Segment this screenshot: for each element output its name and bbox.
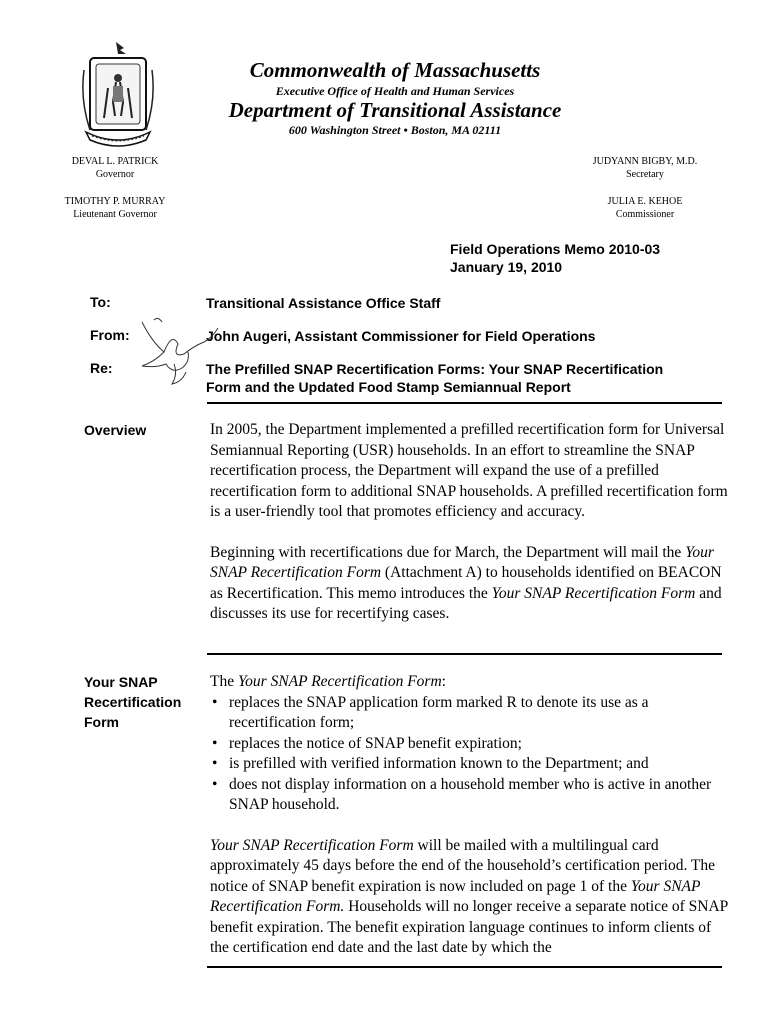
bullet-icon: • xyxy=(212,734,218,752)
list-item-text: does not display information on a household member who is active in another SNAP household. xyxy=(229,775,712,813)
lt-governor-role: Lieutenant Governor xyxy=(73,209,157,220)
text-run: Households will no longer receive a separate notice of SNAP benefit expiration. The benefit expiration language continues to inform clients of the certification end date and the last date by which the xyxy=(210,898,728,956)
list-item xyxy=(210,775,730,816)
governor-name: DEVAL L. PATRICK xyxy=(71,156,159,167)
overview-paragraph-1: In 2005, the Department implemented a prefilled recertification form for Universal Semiannual Reporting (USR) households. In an effort to streamline the SNAP recertification process, the Department will expand the use of a prefilled recertification form to additional SNAP households. A prefilled recertification form is a user-friendly tool that promotes efficiency and accuracy. xyxy=(210,421,728,520)
section-paragraph-2 xyxy=(210,836,730,959)
commissioner-role: Commissioner xyxy=(615,209,675,220)
heading-line: Form xyxy=(84,714,119,730)
heading-line: Recertification xyxy=(84,694,182,710)
list-item-text: is prefilled with verified information known to the Department; and xyxy=(229,755,649,772)
re-value xyxy=(206,360,726,396)
to-value: Transitional Assistance Office Staff xyxy=(206,295,441,311)
divider-3 xyxy=(207,966,722,968)
text-run: The xyxy=(210,673,238,690)
lt-governor-name: TIMOTHY P. MURRAY xyxy=(64,196,166,207)
letterhead-subtitle: Executive Office of Health and Human Services xyxy=(275,84,515,98)
memo-header xyxy=(450,240,660,276)
from-value: John Augeri, Assistant Commissioner for Field Operations xyxy=(206,328,596,344)
form-name-italic: Your SNAP Recertification Form. xyxy=(210,877,701,915)
commissioner-block xyxy=(580,195,710,221)
memo-date: January 19, 2010 xyxy=(450,259,563,275)
text-run: and discusses its use for recertifying cases. xyxy=(210,584,722,622)
section-heading-recert-form xyxy=(84,672,199,732)
bullet-icon: • xyxy=(212,755,218,772)
signature-image xyxy=(134,312,224,392)
form-name-italic: Your SNAP Recertification Form xyxy=(210,543,714,581)
lt-governor-block xyxy=(50,195,180,221)
list-item-text: replaces the SNAP application form marked R to denote its use as a recertification form; xyxy=(229,693,649,731)
list-item xyxy=(210,693,730,734)
bullet-icon: • xyxy=(212,693,218,711)
letterhead-department: Department of Transitional Assistance xyxy=(228,98,562,122)
bullet-icon: • xyxy=(212,775,218,793)
overview-heading: Overview xyxy=(84,422,147,438)
list-item-text: replaces the notice of SNAP benefit expiration; xyxy=(229,734,522,752)
from-label: From: xyxy=(90,327,130,343)
divider-1 xyxy=(207,402,722,404)
list-item xyxy=(210,754,730,775)
text-run: : xyxy=(441,673,446,690)
text-run: will be mailed with a multilingual card approximately 45 days before the end of the household’s certification period. The notice of SNAP benefit expiration is now included on page 1 of the xyxy=(210,836,716,895)
overview-body xyxy=(210,420,730,625)
to-label: To: xyxy=(90,294,111,310)
secretary-role: Secretary xyxy=(626,169,664,180)
letterhead-title: Commonwealth of Massachusetts xyxy=(249,58,541,82)
letterhead-address: 600 Washington Street • Boston, MA 02111 xyxy=(288,123,502,137)
form-name-italic: Your SNAP Recertification Form xyxy=(491,584,696,602)
section-intro xyxy=(210,672,730,693)
text-run: Beginning with recertifications due for March, the Department will mail the xyxy=(210,543,686,561)
text-run: (Attachment A) to households identified on BEACON as Recertification. This memo introduces the xyxy=(210,564,722,602)
section-body-recert-form xyxy=(210,672,730,959)
bullet-list xyxy=(210,693,730,816)
commissioner-name: JULIA E. KEHOE xyxy=(607,196,683,207)
secretary-name: JUDYANN BIGBY, M.D. xyxy=(592,156,698,167)
list-item xyxy=(210,734,730,755)
governor-block xyxy=(50,155,180,181)
form-name-italic: Your SNAP Recertification Form xyxy=(210,836,414,854)
divider-2 xyxy=(207,653,722,655)
heading-line: Your SNAP xyxy=(84,674,158,690)
re-label: Re: xyxy=(90,360,113,376)
governor-role: Governor xyxy=(95,169,135,180)
overview-paragraph-2 xyxy=(210,543,730,625)
secretary-block xyxy=(580,155,710,181)
form-name-italic: Your SNAP Recertification Form xyxy=(237,673,442,690)
memo-number: Field Operations Memo 2010-03 xyxy=(450,241,661,257)
re-line-2: Form and the Updated Food Stamp Semiannual Report xyxy=(206,379,571,395)
re-line-1: The Prefilled SNAP Recertification Forms: Your SNAP Recertification xyxy=(206,361,664,377)
